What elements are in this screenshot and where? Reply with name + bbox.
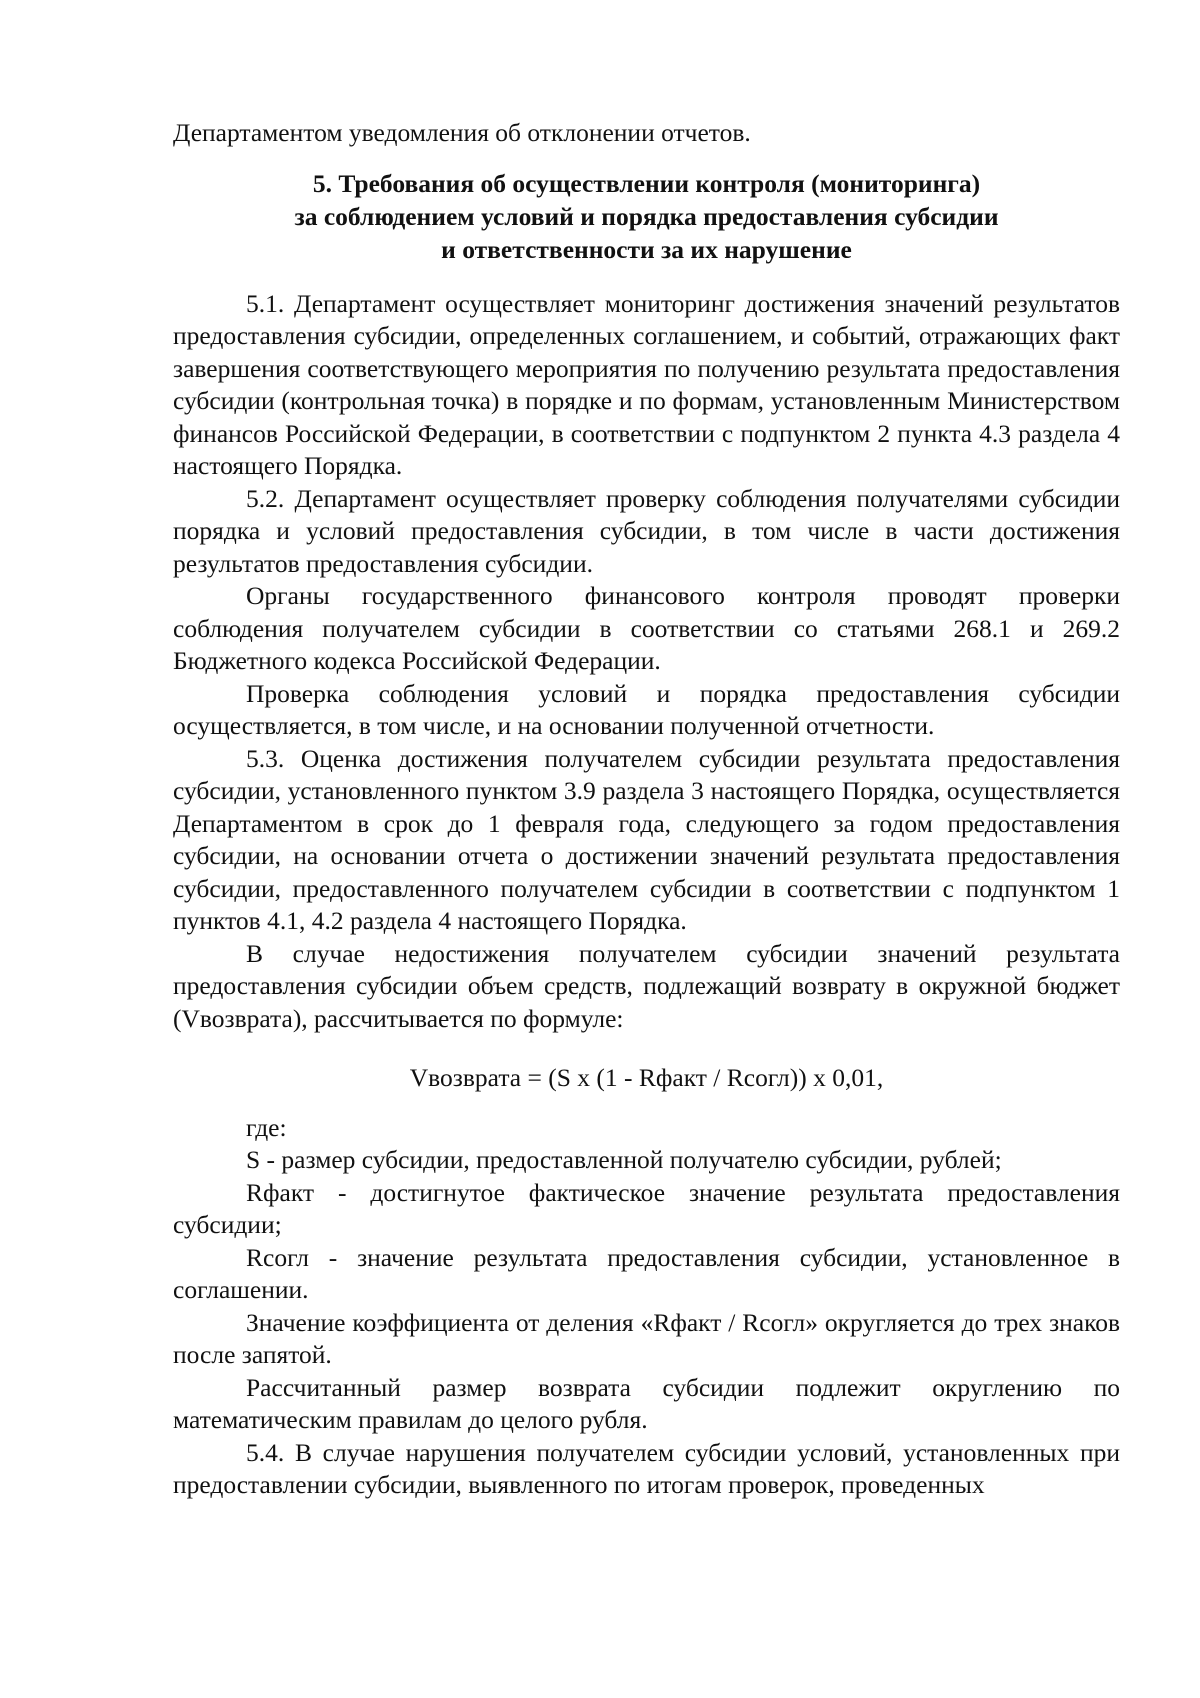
paragraph-5-3: 5.3. Оценка достижения получателем субсидии результата предоставления субсидии, установленного пунктом 3.9 раздела 3 настоящего Порядка, осуществляется Департаментом в срок до 1 февраля года, следующего за годом предоставления субсидии, на основании отчета о достижении значений результата предоставления субсидии, предоставленного получателем субсидии в соответствии с подпунктом 1 пунктов 4.1, 4.2 раздела 4 настоящего Порядка. xyxy=(173,743,1120,935)
refund-rounding: Рассчитанный размер возврата субсидии подлежит округлению по математическим правилам до целого рубля. xyxy=(173,1372,1120,1434)
section-heading xyxy=(173,167,1120,266)
section-heading-line-3: и ответственности за их нарушение xyxy=(441,234,852,264)
paragraph-5-4: 5.4. В случае нарушения получателем субсидии условий, установленных при предоставлении субсидии, выявленного по итогам проверок, проведенных xyxy=(173,1437,1120,1499)
refund-formula: Vвозврата = (S x (1 - Rфакт / Rсогл)) x 0,01, xyxy=(409,1063,884,1092)
formula-rsogl-definition: Rсогл - значение результата предоставления субсидии, установленное в соглашении. xyxy=(173,1242,1120,1304)
formula-rfact-definition: Rфакт - достигнутое фактическое значение результата предоставления субсидии; xyxy=(173,1177,1120,1239)
formula-s-definition: S - размер субсидии, предоставленной получателю субсидии, рублей; xyxy=(246,1145,1002,1174)
paragraph-control-bodies: Органы государственного финансового контроля проводят проверки соблюдения получателем субсидии в соответствии со статьями 268.1 и 269.2 Бюджетного кодекса Российской Федерации. xyxy=(173,581,1120,675)
section-heading-line-1: 5. Требования об осуществлении контроля (мониторинга) xyxy=(312,168,981,198)
paragraph-reporting-check: Проверка соблюдения условий и порядка предоставления субсидии осуществляется, в том числе, и на основании полученной отчетности. xyxy=(173,678,1120,740)
paragraph-5-1: 5.1. Департамент осуществляет мониторинг достижения значений результатов предоставления субсидии, определенных соглашением, и событий, отражающих факт завершения соответствующего мероприятия по получению результата предоставления субсидии (контрольная точка) в порядке и по формам, установленным Министерством финансов Российской Федерации, в соответствии с подпунктом 2 пункта 4.3 раздела 4 настоящего Порядка. xyxy=(173,288,1120,480)
paragraph-5-2: 5.2. Департамент осуществляет проверку соблюдения получателями субсидии порядка и условий предоставления субсидии, в том числе в части достижения результатов предоставления субсидии. xyxy=(173,483,1120,578)
coefficient-rounding: Значение коэффициента от деления «Rфакт / Rсогл» округляется до трех знаков после запятой. xyxy=(173,1307,1120,1369)
intro-line: Департаментом уведомления об отклонении отчетов. xyxy=(173,118,751,147)
paragraph-refund-intro: В случае недостижения получателем субсидии значений результата предоставления субсидии объем средств, подлежащий возврату в окружной бюджет (Vвозврата), рассчитывается по формуле: xyxy=(173,938,1120,1033)
formula-where: где: xyxy=(246,1112,287,1142)
document-content xyxy=(173,117,1120,1502)
section-heading-line-2: за соблюдением условий и порядка предоставления субсидии xyxy=(294,201,999,231)
